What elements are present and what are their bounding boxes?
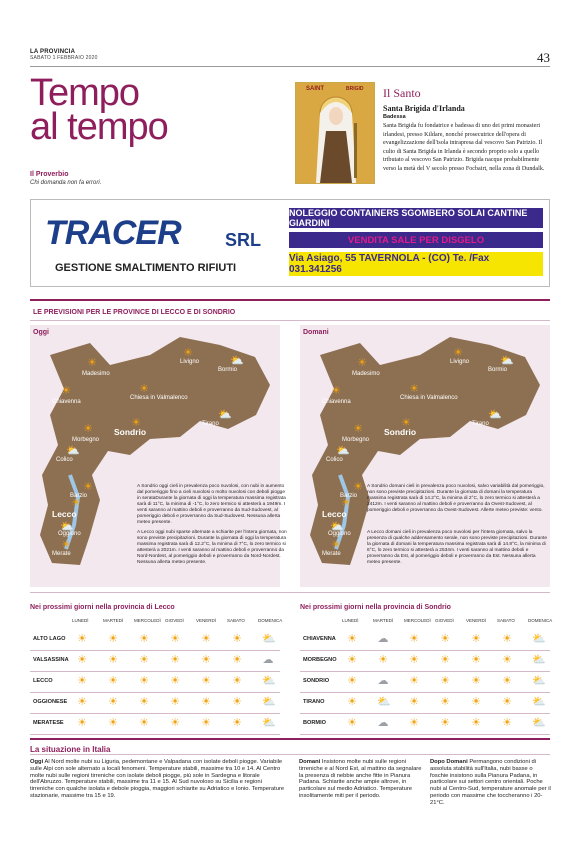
table-day-header: DOMENICA	[528, 618, 553, 623]
weather-sun-cloud-icon: ⛅	[262, 717, 276, 729]
weather-sun-icon: ☀	[440, 675, 450, 687]
weather-sun-cloud-icon: ⛅	[532, 675, 546, 687]
weather-sun-icon: ☀	[108, 696, 118, 708]
table-row-label: TIRANO	[303, 699, 325, 705]
weather-sun-icon: ☀	[232, 696, 242, 708]
weather-sun-icon: ☀	[347, 696, 357, 708]
weather-sun-icon: ☀	[170, 654, 180, 666]
italy-title: La situazione in Italia	[30, 745, 111, 754]
page-title	[30, 72, 168, 148]
map-town-chiesa-in-valmalenco: Chiesa in Valmalenco	[400, 395, 458, 401]
weather-sun-icon: ☀	[201, 696, 211, 708]
page-title-line2: al tempo	[30, 106, 168, 148]
weather-sun-icon: ☀	[409, 633, 419, 645]
table-row-label: CHIAVENNA	[303, 636, 336, 642]
section-title: LE PREVISIONI PER LE PROVINCE DI LECCO E DI SONDRIO	[33, 309, 236, 316]
table-day-header: VENERDÌ	[196, 618, 217, 623]
saint-image-caption-right: BRIGID	[346, 86, 364, 92]
weather-sun-icon: ☀	[87, 357, 97, 369]
weather-sun-icon: ☀	[471, 696, 481, 708]
ad-line-address: Via Asiago, 55 TAVERNOLA - (CO) Te. /Fax 031.341256	[289, 252, 543, 276]
section-subrule	[30, 320, 550, 321]
forecast-lecco-today: A Lecco oggi nubi sparse alternate a schiarite per l'intera giornata, non sono previste precipitazioni. Durante la giornata di oggi la temperatura massima registrata sarà di 12.2°C, la minima di 7°C, lo zero termico si attesterà a 2021m. I venti saranno al mattino deboli e proverranno da Nord-Nordest, al pomeriggio deboli e proverranno da Nord-Nordest. Nessuna allerta meteo presente.	[137, 530, 287, 565]
weather-sun-icon: ⛅	[336, 445, 350, 457]
weather-sun-icon: ☀	[409, 696, 419, 708]
italy-rule	[30, 738, 550, 740]
table-row-divider	[30, 692, 280, 693]
table-row-label: SONDRIO	[303, 678, 330, 684]
weather-sun-icon: ☀	[170, 717, 180, 729]
italy-tomorrow-text: Insistono molte nubi sulle regioni tirreniche e al Nord Est, al mattino da segnalare la presenza di nebbie anche fitte in Pianura Padana. Schiarite anche ampie altrove, in particolare sul medio Adriatico. Temperature insolitamente miti per il periodo.	[299, 759, 422, 799]
weather-sun-cloud-icon: ⛅	[532, 654, 546, 666]
map-town-bormio: Bormio	[488, 367, 508, 373]
weather-sun-icon: ☀	[108, 633, 118, 645]
table-day-header: LUNEDÌ	[342, 618, 359, 623]
weather-sun-icon: ☀	[83, 481, 93, 493]
map-town-oggiono: Oggiono	[58, 531, 81, 537]
weather-sun-icon: ☀	[71, 497, 81, 509]
table-row-divider	[300, 713, 550, 714]
weather-sun-icon: ☀	[502, 717, 512, 729]
italy-today	[30, 759, 285, 800]
table-row-label: MORBEGNO	[303, 657, 337, 663]
proverb-label: Il Proverbio	[30, 171, 69, 178]
weather-sun-icon: ☀	[353, 423, 363, 435]
map-town-merate: Merate	[52, 551, 71, 557]
weather-sun-icon: ☀	[401, 417, 411, 429]
weather-sun-icon: ☀	[471, 654, 481, 666]
saint-brigid-icon	[296, 83, 374, 183]
weather-sun-icon: ☀	[502, 675, 512, 687]
table-row-label: LECCO	[33, 678, 53, 684]
weather-sun-icon: ☀	[502, 633, 512, 645]
map-town-livigno: Livigno	[180, 359, 200, 365]
table-day-header: SABATO	[497, 618, 515, 623]
weather-sun-icon: ⛅	[66, 445, 80, 457]
map-town-colico: Colico	[56, 457, 73, 463]
weather-sun-icon: ☀	[440, 633, 450, 645]
weather-sun-icon: ☀	[331, 539, 341, 551]
table-row-label: MERATESE	[33, 720, 64, 726]
weather-sun-icon: ☀	[201, 717, 211, 729]
weather-sun-cloud-icon: ⛅	[377, 696, 391, 708]
map-label-tomorrow: Domani	[303, 329, 329, 336]
weather-cloud-rain-icon: ☁	[377, 717, 389, 729]
map-town-tirano: Tirano	[472, 421, 489, 427]
weather-sun-icon: ⛅	[330, 521, 344, 533]
map-town-madesimo: Madesimo	[82, 371, 110, 377]
weather-sun-icon: ☀	[471, 675, 481, 687]
weather-sun-icon: ☀	[108, 675, 118, 687]
weather-sun-icon: ☀	[357, 357, 367, 369]
forecast-lecco-tomorrow: A Lecco domani cieli in prevalenza poco nuvolosi per l'intera giornata, salvo la presenza di qualche addensamento serale, non sono previste precipitazioni. Durante la giornata di domani la temperatura massima registrata sarà di 14.8°C, la minima di 6°C, lo zero termico si attesterà a 2534m. I venti saranno al mattino deboli e proverranno da Est, al pomeriggio deboli e proverranno da Est. Nessuna allerta meteo presente.	[367, 530, 547, 565]
table-row-divider	[300, 734, 550, 735]
section-rule	[30, 299, 550, 301]
map-town-chiavenna: Chiavenna	[322, 399, 351, 405]
map-town-lecco: Lecco	[322, 509, 347, 519]
weather-sun-icon: ☀	[232, 633, 242, 645]
map-town-chiavenna: Chiavenna	[52, 399, 81, 405]
weather-sun-icon: ☀	[77, 675, 87, 687]
weather-sun-icon: ☀	[378, 654, 388, 666]
weather-sun-icon: ☀	[170, 633, 180, 645]
weather-sun-icon: ☀	[61, 539, 71, 551]
weather-sun-icon: ☀	[77, 654, 87, 666]
weather-sun-icon: ☀	[341, 497, 351, 509]
weather-sun-icon: ☀	[201, 633, 211, 645]
weather-sun-icon: ☀	[201, 675, 211, 687]
map-town-colico: Colico	[326, 457, 343, 463]
weather-cloud-rain-icon: ☁	[377, 675, 389, 687]
weather-sun-icon: ⛅	[500, 355, 514, 367]
ad-logo: TRACER	[45, 214, 181, 252]
table-row-divider	[300, 692, 550, 693]
map-town-morbegno: Morbegno	[72, 437, 100, 443]
weather-sun-icon: ☀	[232, 717, 242, 729]
forecast-sondrio-today: A Sondrio oggi cieli in prevalenza poco nuvolosi, con nubi in aumento dal pomeriggio fino a cieli nuvolosi o molto nuvolosi con deboli piogge in serataDurante la giornata di oggi la temperatura massima registrata sarà di 11°C, la minima di -1°C, lo zero termico si attesterà a 1949m. I venti saranno al mattino deboli e proverranno da Sud-Sudovest, al pomeriggio deboli e proverranno da Sud-Sudovest. Nessuna allerta meteo presente.	[137, 484, 286, 525]
weather-sun-icon: ⛅	[488, 409, 502, 421]
weather-sun-icon: ☀	[232, 675, 242, 687]
weather-sun-icon: ☀	[139, 675, 149, 687]
weather-sun-icon: ☀	[170, 696, 180, 708]
weather-sun-cloud-icon: ⛅	[262, 633, 276, 645]
weather-sun-icon: ☀	[409, 675, 419, 687]
weather-sun-cloud-icon: ⛅	[532, 717, 546, 729]
weather-cloud-rain-icon: ☁	[262, 654, 274, 666]
ad-subtitle: GESTIONE SMALTIMENTO RIFIUTI	[55, 262, 237, 274]
saint-name: Santa Brigida d'Irlanda	[383, 104, 465, 113]
weather-sun-cloud-icon: ⛅	[262, 696, 276, 708]
weather-sun-icon: ☀	[139, 654, 149, 666]
weather-sun-icon: ☀	[139, 633, 149, 645]
table-row-divider	[30, 734, 280, 735]
table-row-divider	[300, 671, 550, 672]
saint-image-caption: SAINT	[306, 86, 324, 92]
map-town-barzio: Barzio	[340, 493, 358, 499]
italy-day-after-label: Dopo Domani	[430, 759, 468, 765]
table-day-header: VENERDÌ	[466, 618, 487, 623]
saint-icon-image	[295, 82, 375, 184]
table-row-label: ALTO LAGO	[33, 636, 66, 642]
weather-sun-cloud-icon: ⛅	[262, 675, 276, 687]
weather-sun-icon: ☀	[453, 347, 463, 359]
weather-sun-icon: ☀	[502, 696, 512, 708]
weather-sun-icon: ☀	[347, 633, 357, 645]
italy-day-after-text: Permangono condizioni di assoluta stabilità sull'Italia, nubi basse o foschie insistono sulla Pianura Padana, in particolare sui settori centro orientali. Poche nubi al Centro-Sud, temperature anomale per il periodo con massime che toccheranno i 20-21°C.	[430, 759, 551, 806]
weather-sun-icon: ☀	[201, 654, 211, 666]
weather-sun-icon: ☀	[183, 347, 193, 359]
weather-sun-icon: ☀	[409, 717, 419, 729]
weather-sun-icon: ☀	[232, 654, 242, 666]
header-rule	[30, 66, 550, 67]
table-day-header: LUNEDÌ	[72, 618, 89, 623]
page-title-line1: Tempo	[30, 72, 140, 114]
weather-sun-icon: ☀	[83, 423, 93, 435]
proverb-text: Chi domanda non fa errori.	[30, 180, 102, 186]
weather-sun-icon: ☀	[108, 654, 118, 666]
weather-sun-icon: ☀	[471, 717, 481, 729]
advertisement[interactable]	[30, 199, 550, 287]
weather-sun-icon: ☀	[440, 717, 450, 729]
table-title-sondrio: Nei prossimi giorni nella provincia di Sondrio	[300, 604, 451, 611]
table-row-divider	[30, 671, 280, 672]
table-day-header: MERCOLEDÌ	[404, 618, 431, 623]
italy-day-after	[430, 759, 552, 807]
map-town-morbegno: Morbegno	[342, 437, 370, 443]
italy-tomorrow-label: Domani	[299, 759, 321, 765]
saint-role: Badessa	[383, 114, 406, 120]
ad-logo-srl: SRL	[225, 230, 261, 250]
map-town-merate: Merate	[322, 551, 341, 557]
weather-sun-icon: ☀	[139, 383, 149, 395]
weather-sun-icon: ⛅	[218, 409, 232, 421]
table-day-header: SABATO	[227, 618, 245, 623]
table-day-header: MARTEDÌ	[103, 618, 124, 623]
map-town-lecco: Lecco	[52, 509, 77, 519]
table-day-header: MARTEDÌ	[373, 618, 394, 623]
weather-sun-icon: ⛅	[230, 355, 244, 367]
map-town-sondrio: Sondrio	[384, 427, 417, 437]
table-row-label: VALSASSINA	[33, 657, 69, 663]
italy-subrule	[30, 754, 550, 755]
map-town-barzio: Barzio	[70, 493, 88, 499]
map-town-sondrio: Sondrio	[114, 427, 147, 437]
table-day-header: MERCOLEDÌ	[134, 618, 161, 623]
table-row-divider	[300, 650, 550, 651]
issue-date: SABATO 1 FEBBRAIO 2020	[30, 55, 98, 61]
weather-sun-cloud-icon: ⛅	[532, 696, 546, 708]
weather-sun-icon: ☀	[353, 481, 363, 493]
weather-cloud-rain-icon: ☁	[377, 633, 389, 645]
ad-line-sale: VENDITA SALE PER DISGELO	[289, 232, 543, 248]
italy-today-label: Oggi	[30, 759, 44, 765]
italy-tomorrow	[299, 759, 426, 800]
newspaper-name: LA PROVINCIA	[30, 49, 76, 55]
weather-sun-icon: ☀	[139, 717, 149, 729]
saint-kicker: Il Santo	[383, 86, 421, 100]
map-town-chiesa-in-valmalenco: Chiesa in Valmalenco	[130, 395, 188, 401]
weather-sun-icon: ☀	[77, 717, 87, 729]
weather-sun-icon: ☀	[331, 385, 341, 397]
weather-sun-cloud-icon: ⛅	[532, 633, 546, 645]
map-town-oggiono: Oggiono	[328, 531, 351, 537]
weather-sun-icon: ☀	[440, 654, 450, 666]
weather-sun-icon: ☀	[131, 417, 141, 429]
table-day-header: DOMENICA	[258, 618, 283, 623]
table-day-header: GIOVEDÌ	[165, 618, 184, 623]
saint-description: Santa Brigida fu fondatrice e badessa di uno dei primi monasteri irlandesi, presso Kildare, nonché prosecutrice dell'opera di evangelizzazione dell'isola intrapresa dal vescovo San Patrizio. Il culto di Santa Brigida in Irlanda è secondo proprio solo a quello tributato al vescovo San Patrizio. Brigida nacque probabilmente verso la metà del V secolo presso Focbairt, nella zona di Dundalk.	[383, 123, 545, 172]
table-row-label: OGGIONESE	[33, 699, 68, 705]
table-row-divider	[30, 650, 280, 651]
weather-sun-icon: ☀	[139, 696, 149, 708]
ad-line-services: NOLEGGIO CONTAINERS SGOMBERO SOLAI CANTINE GIARDINI	[289, 208, 543, 228]
weather-sun-icon: ☀	[409, 654, 419, 666]
masthead	[30, 49, 98, 61]
map-town-bormio: Bormio	[218, 367, 238, 373]
weather-sun-icon: ☀	[347, 717, 357, 729]
table-title-lecco: Nei prossimi giorni nella provincia di Lecco	[30, 604, 175, 611]
table-row-label: BORMIO	[303, 720, 326, 726]
weather-sun-icon: ☀	[108, 717, 118, 729]
table-row-divider	[30, 713, 280, 714]
weather-sun-icon: ☀	[77, 633, 87, 645]
weather-sun-icon: ⛅	[60, 521, 74, 533]
table-rule	[30, 592, 550, 593]
weather-sun-icon: ☀	[409, 383, 419, 395]
map-town-livigno: Livigno	[450, 359, 470, 365]
table-day-header: GIOVEDÌ	[435, 618, 454, 623]
map-town-madesimo: Madesimo	[352, 371, 380, 377]
weather-sun-icon: ☀	[440, 696, 450, 708]
weather-sun-icon: ☀	[61, 385, 71, 397]
weather-sun-icon: ☀	[502, 654, 512, 666]
page-number: 43	[537, 50, 550, 65]
weather-sun-icon: ☀	[77, 696, 87, 708]
map-town-tirano: Tirano	[202, 421, 219, 427]
map-label-today: Oggi	[33, 329, 49, 336]
forecast-sondrio-tomorrow: A Sondrio domani cieli in prevalenza poco nuvolosi, salvo variabilità dal pomeriggio, non sono previste precipitazioni. Durante la giornata di domani la temperatura massima registrata sarà di 14.2°C, la minima di 2°C, lo zero termico si attesterà a 2412m. I venti saranno al mattino deboli e proverranno da Ovest-Sudovest, al pomeriggio deboli e proverranno da Ovest-Sudovest. Allerte meteo previste: vento.	[367, 484, 545, 513]
italy-today-text: Al Nord molte nubi su Liguria, pedemontane e Valpadana con isolate deboli piogge. Variabile sulle Alpi con sole alternato a locali fenomeni. Temperature stabili, massime tra 10 e 14. Al Centro molte nubi sulle regioni tirreniche con isolate deboli piogge, più sole in Sardegna e litorale dell'Abruzzo. Temperature stabili, massime tra 11 e 15. Al Sud nuvoloso su Sicilia e regioni tirreniche con qualche isolata e debole pioggia, maggiori schiarite su Adriatico e Ionio. Temperature stazionarie, massime tra 15 e 19.	[30, 759, 285, 799]
weather-sun-icon: ☀	[170, 675, 180, 687]
weather-sun-icon: ☀	[347, 675, 357, 687]
weather-sun-icon: ☀	[471, 633, 481, 645]
weather-sun-icon: ☀	[347, 654, 357, 666]
